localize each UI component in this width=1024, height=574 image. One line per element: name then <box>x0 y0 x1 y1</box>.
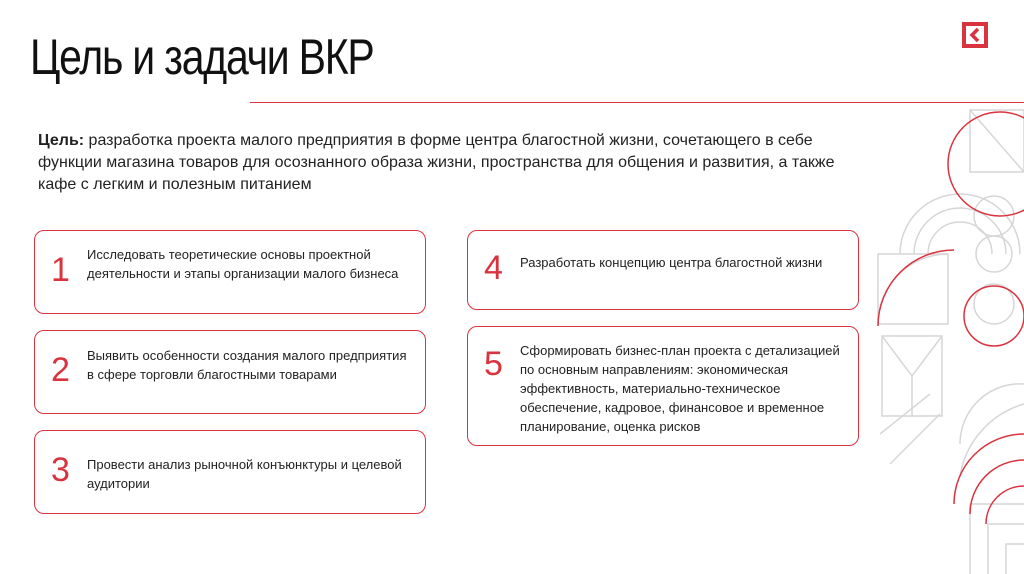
task-text: Разработать концепцию центра благостной жизни <box>520 255 823 270</box>
task-card-5 <box>467 326 859 446</box>
goal-paragraph <box>38 130 858 196</box>
task-text: Провести анализ рыночной конъюнктуры и целевой аудитории <box>87 457 402 491</box>
task-text: Сформировать бизнес-план проекта с детализацией по основным направлениям: экономическая эффективность, материально-техническое обеспечение, кадровое, финансовое и временное планирование, оценка рисков <box>520 343 840 434</box>
task-card-1 <box>34 230 426 314</box>
task-text: Выявить особенности создания малого предприятия в сфере торговли благостными товарами <box>87 348 407 382</box>
task-number: 1 <box>51 251 70 289</box>
decorative-pattern <box>870 104 1024 574</box>
task-card-4 <box>467 230 859 310</box>
goal-label: Цель: <box>38 132 85 149</box>
task-number: 5 <box>484 345 503 383</box>
task-number: 2 <box>51 351 70 389</box>
task-number: 4 <box>484 249 503 287</box>
task-card-3 <box>34 430 426 514</box>
slide-title: Цель и задачи ВКР <box>30 29 374 85</box>
task-card-2 <box>34 330 426 414</box>
task-number: 3 <box>51 451 70 489</box>
task-text: Исследовать теоретические основы проектной деятельности и этапы организации малого бизнеса <box>87 247 399 281</box>
goal-text: разработка проекта малого предприятия в форме центра благостной жизни, сочетающего в себе функции магазина товаров для осознанного образа жизни, пространства для общения и развития, а также кафе с легким и полезным питанием <box>38 132 835 193</box>
back-arrow-square-icon[interactable] <box>962 22 988 48</box>
title-divider <box>250 102 1024 103</box>
